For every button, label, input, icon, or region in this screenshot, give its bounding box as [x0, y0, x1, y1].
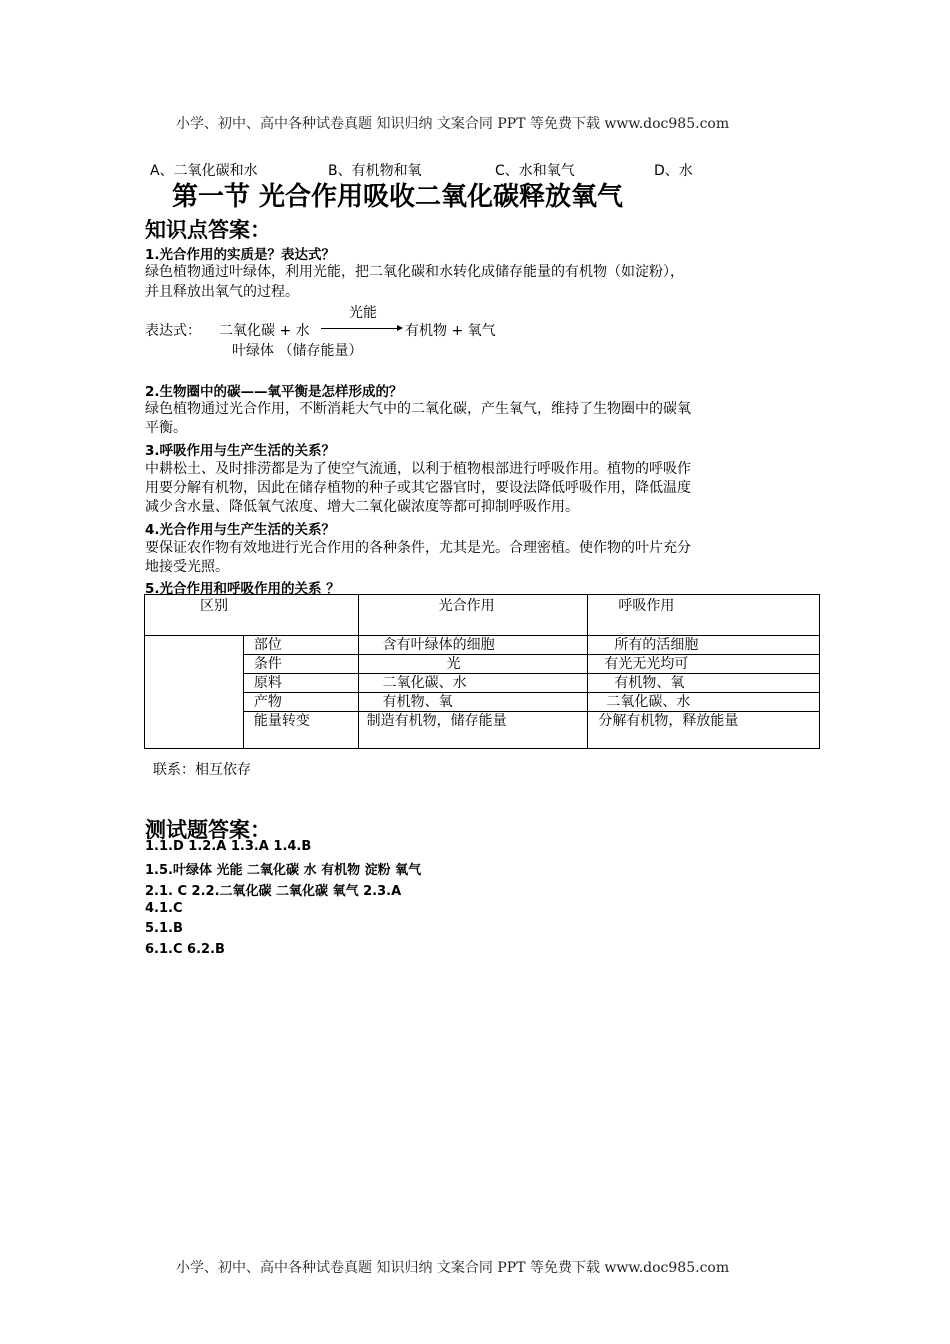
- respiration-value: 二氧化碳、水: [588, 693, 820, 712]
- answer-1-line-1: 绿色植物通过叶绿体，利用光能，把二氧化碳和水转化成储存能量的有机物（如淀粉），: [145, 264, 684, 280]
- formula-label: 表达式：: [145, 323, 201, 339]
- answer-1-line-2: 并且释放出氧气的过程。: [145, 284, 299, 300]
- row-group-cell: [145, 636, 244, 749]
- header-respiration: 呼吸作用: [588, 595, 820, 636]
- formula-left: 二氧化碳 + 水: [219, 323, 310, 339]
- page-footer: 小学、初中、高中各种试卷真题 知识归纳 文案合同 PPT 等免费下载 www.doc985.com: [176, 1260, 730, 1276]
- respiration-value: 所有的活细胞: [588, 636, 820, 655]
- table-row: [145, 712, 820, 749]
- photosynthesis-value: 有机物、氧: [358, 693, 588, 712]
- page-header: 小学、初中、高中各种试卷真题 知识归纳 文案合同 PPT 等免费下载 www.doc985.com: [176, 116, 730, 132]
- respiration-value: 分解有机物，释放能量: [588, 712, 820, 749]
- photosynthesis-value: 含有叶绿体的细胞: [358, 636, 588, 655]
- photosynthesis-value: 二氧化碳、水: [358, 674, 588, 693]
- comparison-table: [144, 594, 820, 749]
- answer-3-line-2: 用要分解有机物，因此在储存植物的种子或其它器官时，要设法降低呼吸作用，降低温度: [145, 480, 691, 496]
- photosynthesis-value: 光: [358, 655, 588, 674]
- table-header-row: [145, 595, 820, 636]
- option-d: D、水: [654, 163, 693, 179]
- header-photosynthesis: 光合作用: [358, 595, 588, 636]
- option-a: A、二氧化碳和水: [150, 163, 258, 179]
- answer-3-line-3: 减少含水量、降低氧气浓度、增大二氧化碳浓度等都可抑制呼吸作用。: [145, 499, 579, 515]
- formula-condition: 光能: [349, 305, 377, 321]
- answer-4-line-2: 地接受光照。: [145, 559, 229, 575]
- formula-arrow-icon: [397, 325, 403, 331]
- test-answer-line-4: 4.1.C: [145, 901, 183, 916]
- question-1: 1.光合作用的实质是？表达式？: [145, 247, 336, 263]
- table-row: [145, 636, 820, 655]
- respiration-value: 有光无光均可: [588, 655, 820, 674]
- test-heading: 测试题答案：: [145, 818, 271, 842]
- option-b: B、有机物和氧: [328, 163, 422, 179]
- formula-below: 叶绿体 （储存能量）: [232, 343, 363, 359]
- table-row: [145, 655, 820, 674]
- knowledge-heading: 知识点答案：: [145, 218, 271, 242]
- answer-2-line-1: 绿色植物通过光合作用，不断消耗大气中的二氧化碳，产生氧气，维持了生物圈中的碳氧: [145, 401, 691, 417]
- photosynthesis-value: 制造有机物，储存能量: [358, 712, 588, 749]
- table-row: [145, 693, 820, 712]
- row-label: 能量转变: [243, 712, 358, 749]
- test-answer-line-6: 6.1.C 6.2.B: [145, 942, 225, 957]
- answer-3-line-1: 中耕松土、及时排涝都是为了使空气流通，以利于植物根部进行呼吸作用。植物的呼吸作: [145, 461, 691, 477]
- test-answer-line-5: 5.1.B: [145, 921, 183, 936]
- question-5: 5.光合作用和呼吸作用的关系 ？: [145, 581, 340, 597]
- question-3: 3.呼吸作用与生产生活的关系？: [145, 443, 336, 459]
- relation-text: 联系：相互依存: [153, 762, 251, 778]
- question-2: 2.生物圈中的碳——氧平衡是怎样形成的？: [145, 384, 403, 400]
- row-label: 部位: [243, 636, 358, 655]
- respiration-value: 有机物、氧: [588, 674, 820, 693]
- row-label: 条件: [243, 655, 358, 674]
- test-answer-line-3: 2.1. C 2.2.二氧化碳 二氧化碳 氧气 2.3.A: [145, 884, 402, 899]
- answer-2-line-2: 平衡。: [145, 420, 187, 436]
- table-row: [145, 674, 820, 693]
- test-answer-line-1: 1.1.D 1.2.A 1.3.A 1.4.B: [145, 839, 312, 854]
- answer-4-line-1: 要保证农作物有效地进行光合作用的各种条件，尤其是光。合理密植。使作物的叶片充分: [145, 540, 691, 556]
- test-answer-line-2: 1.5.叶绿体 光能 二氧化碳 水 有机物 淀粉 氧气: [145, 863, 422, 878]
- row-label: 原料: [243, 674, 358, 693]
- row-label: 产物: [243, 693, 358, 712]
- question-4: 4.光合作用与生产生活的关系？: [145, 522, 336, 538]
- option-c: C、水和氧气: [495, 163, 575, 179]
- header-difference: 区别: [145, 595, 359, 636]
- formula-arrow-line: [321, 328, 399, 329]
- section-title: 第一节 光合作用吸收二氧化碳释放氧气: [172, 182, 624, 212]
- formula-right: 有机物 + 氧气: [405, 323, 496, 339]
